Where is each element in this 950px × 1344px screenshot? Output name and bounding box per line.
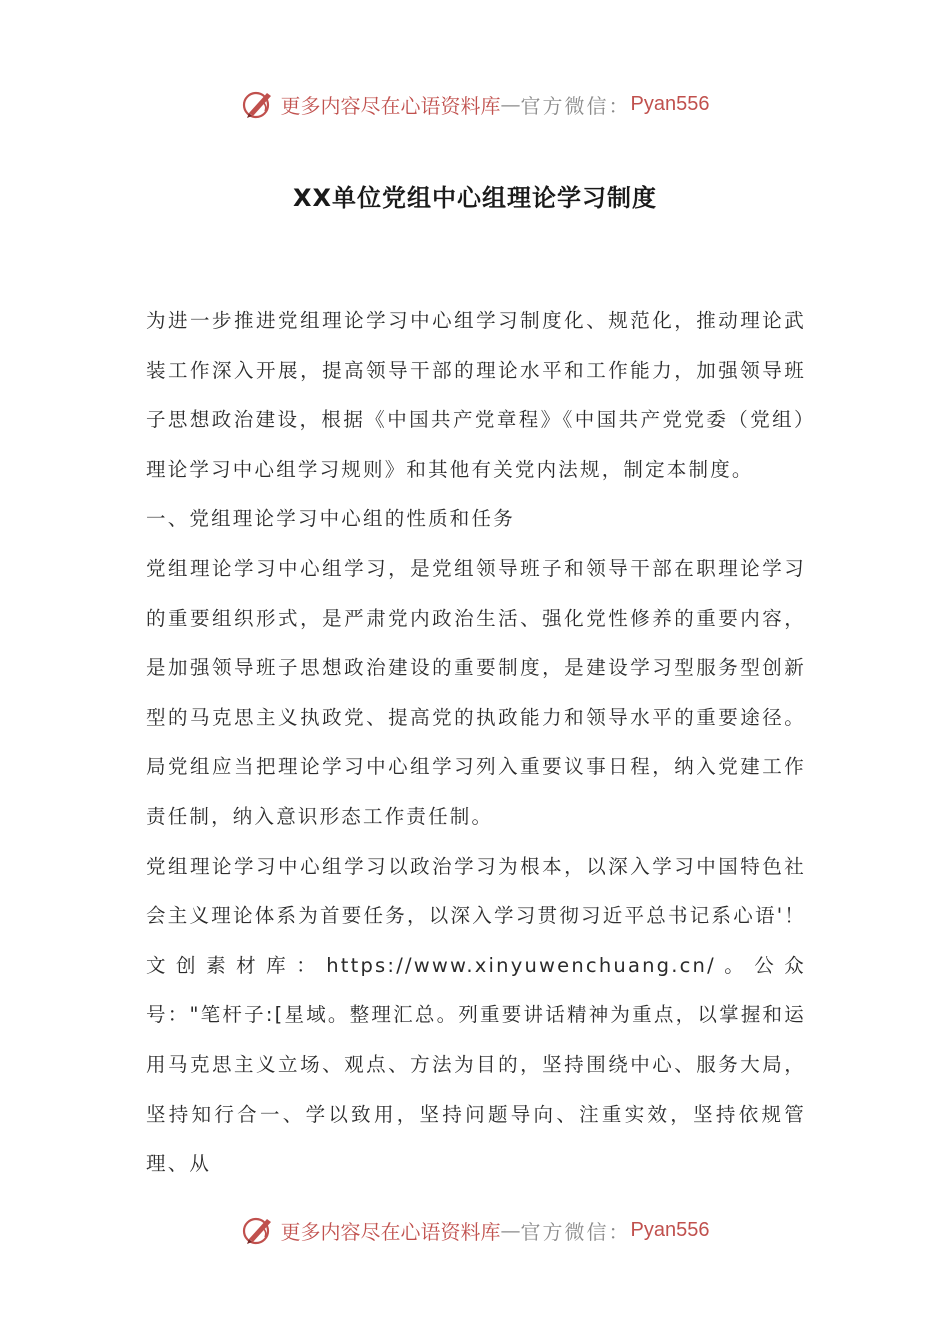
banner-dash: — <box>500 92 521 116</box>
paragraph-tasks: 党组理论学习中心组学习以政治学习为根本，以深入学习中国特色社会主义理论体系为首要任务，以深入学习贯彻习近平总书记系心语'！文创素材库：https://www.xinyuwenchuang.cn/。公众号："笔杆子:[星域。整理汇总。列重要讲话精神为重点，以掌握和运用马克思主义立场、观点、方法为目的，坚持围绕中心、服务大局，坚持知行合一、学以致用，坚持问题导向、注重实效，坚持依规管理、从 <box>146 854 806 1176</box>
banner-official-label: 官方微信： <box>520 93 631 118</box>
banner-wechat-id: Pyan556 <box>630 1218 710 1241</box>
banner-brand-text: 更多内容尽在心语资料库 <box>280 1219 501 1244</box>
section-heading: 一、党组理论学习中心组的性质和任务 <box>146 507 515 531</box>
banner-brand-text: 更多内容尽在心语资料库 <box>280 93 501 118</box>
paragraph-intro: 为进一步推进党组理论学习中心组学习制度化、规范化，推动理论武装工作深入开展，提高领导干部的理论水平和工作能力，加强领导班子思想政治建设，根据《中国共产党章程》《中国共产党党委（党组）理论学习中心组学习规则》和其他有关党内法规，制定本制度。 <box>146 309 806 481</box>
document-title: XX单位党组中心组理论学习制度 <box>292 184 657 212</box>
banner-dash: — <box>500 1218 521 1242</box>
banner-wechat-id: Pyan556 <box>630 92 710 115</box>
footer-watermark-banner <box>0 1210 950 1250</box>
pen-logo-icon <box>241 87 275 121</box>
document-body <box>146 296 806 1189</box>
banner-official-label: 官方微信： <box>520 1219 631 1244</box>
paragraph-nature: 党组理论学习中心组学习，是党组领导班子和领导干部在职理论学习的重要组织形式，是严肃党内政治生活、强化党性修养的重要内容，是加强领导班子思想政治建设的重要制度，是建设学习型服务型创新型的马克思主义执政党、提高党的执政能力和领导水平的重要途径。局党组应当把理论学习中心组学习列入重要议事日程，纳入党建工作责任制，纳入意识形态工作责任制。 <box>146 556 806 828</box>
header-watermark-banner <box>0 84 950 124</box>
pen-logo-icon <box>241 1213 275 1247</box>
